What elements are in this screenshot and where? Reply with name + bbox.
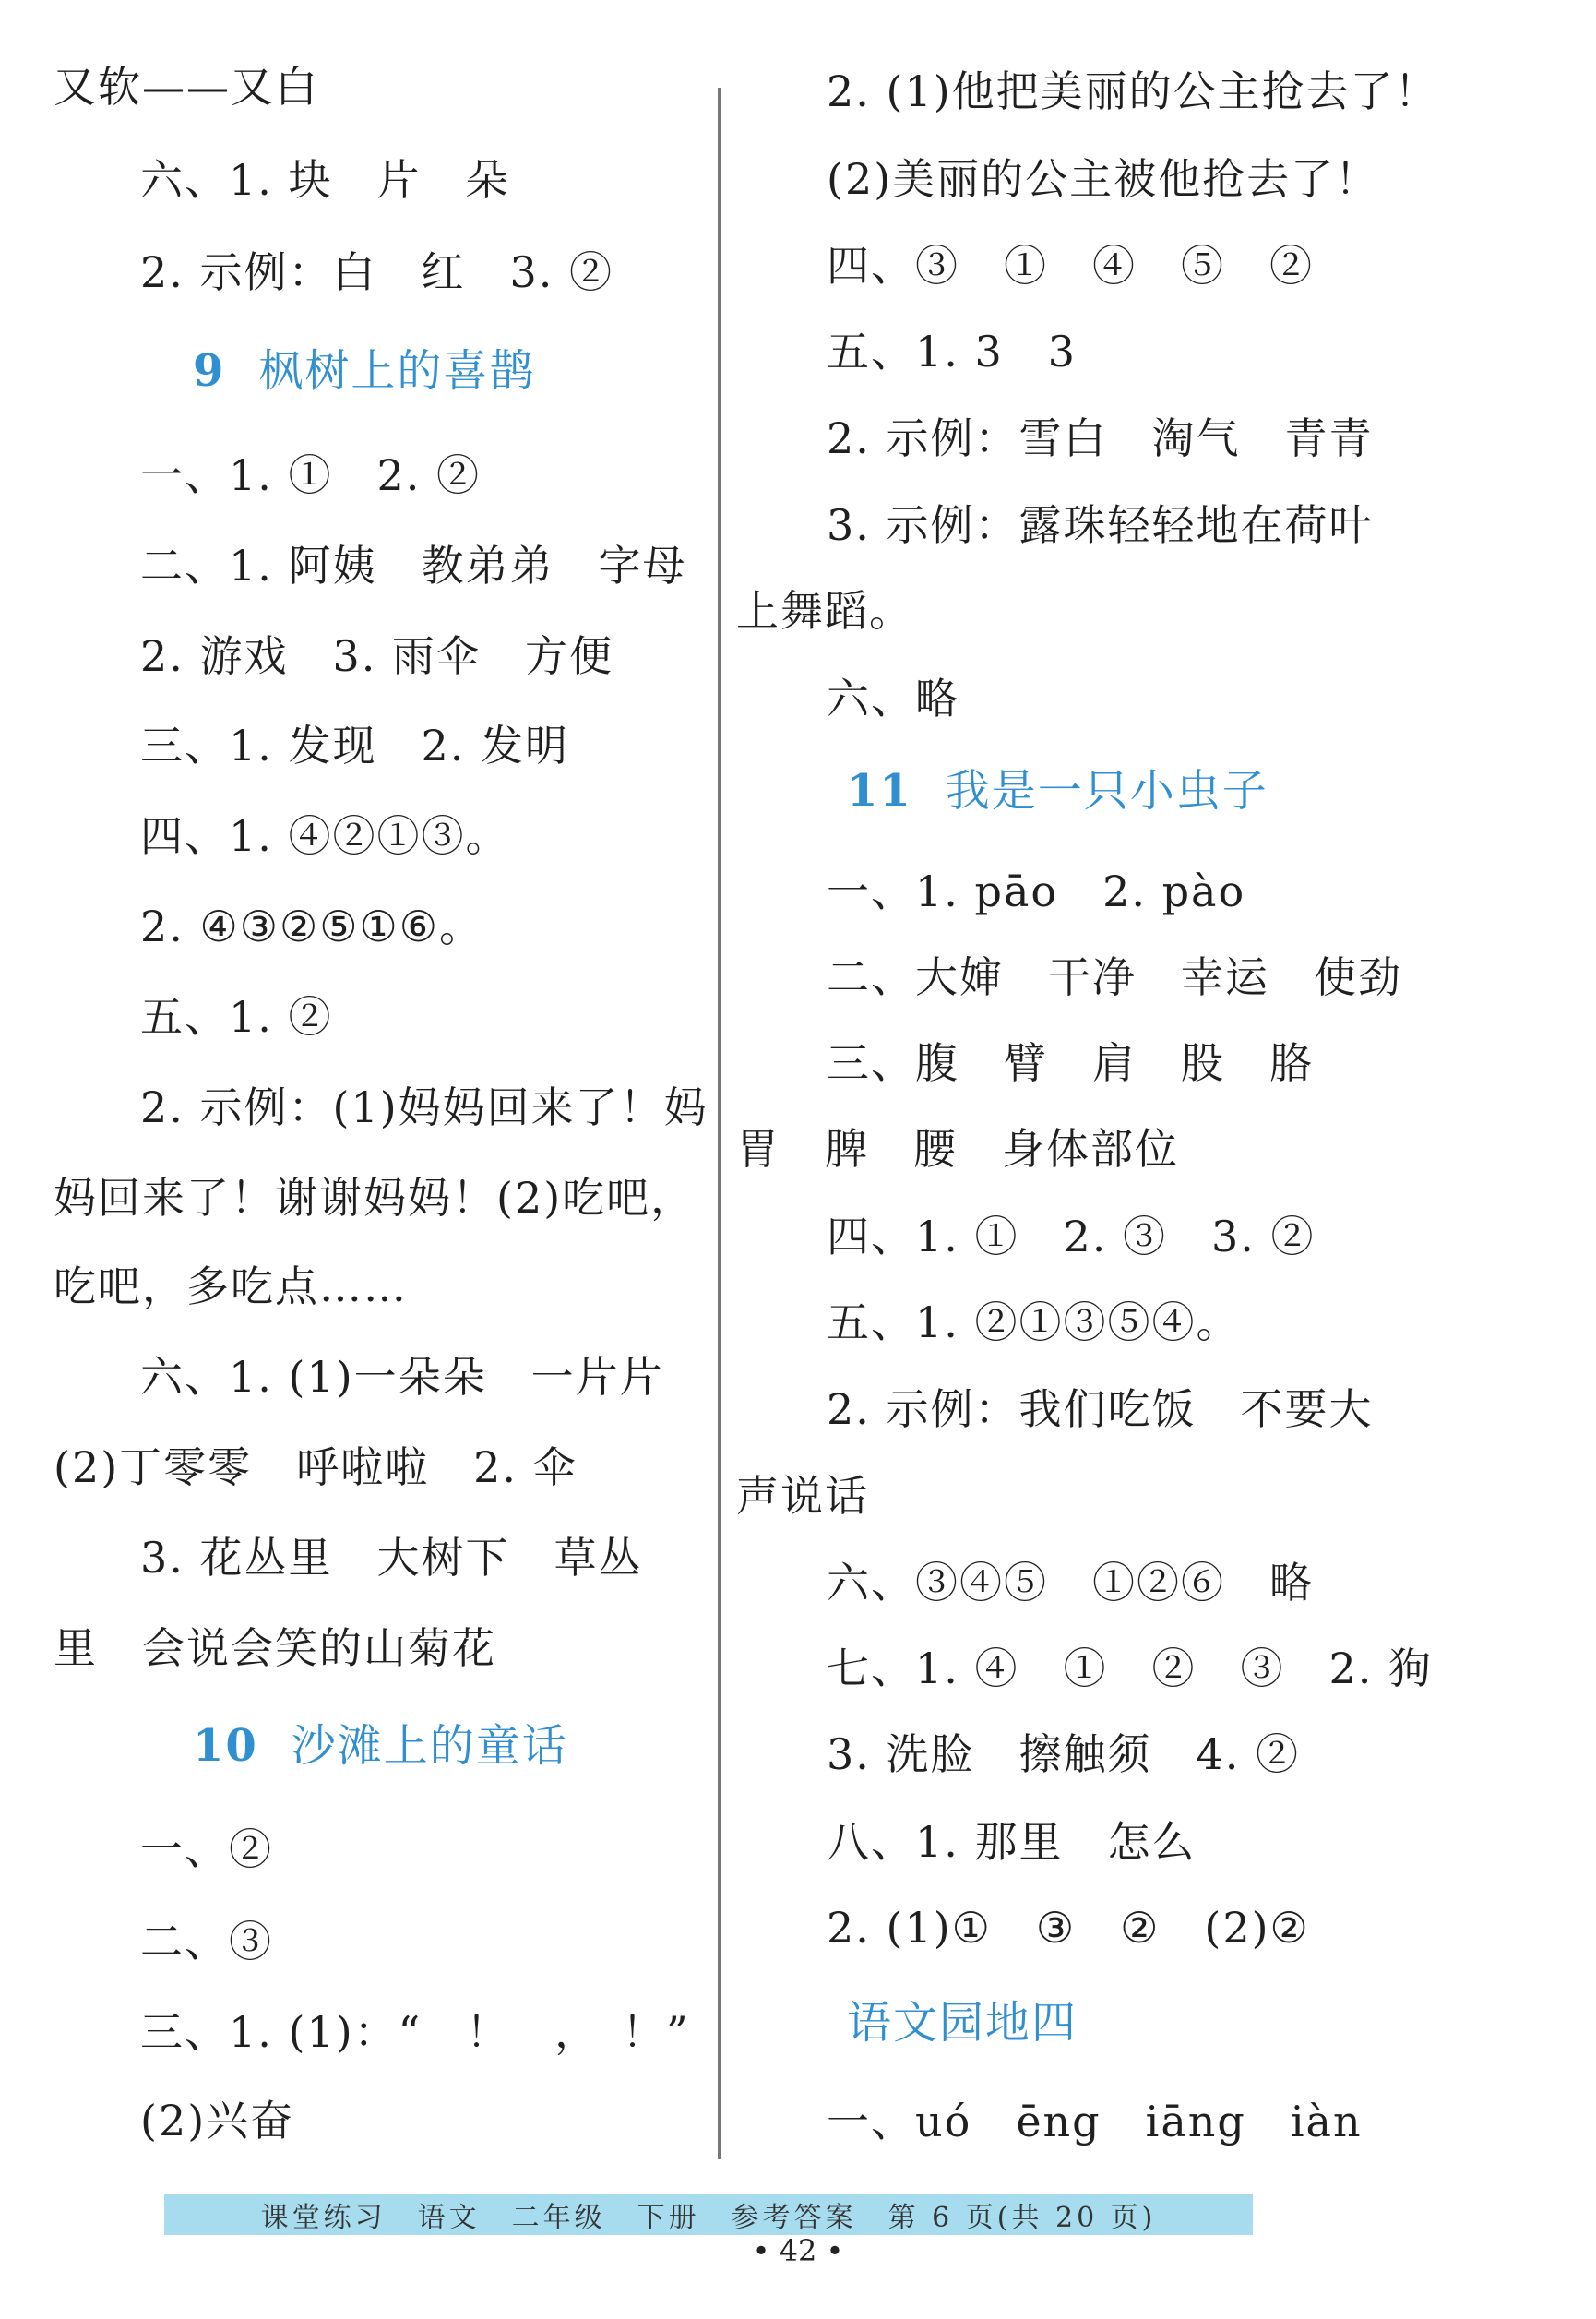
page-number: • 42 • [752, 2233, 844, 2268]
answer-line: 2. 示例：(1)妈妈回来了！妈 [140, 1082, 709, 1132]
answer-line: 七、1. ④ ① ② ③ 2. 狗 [827, 1644, 1434, 1693]
answer-line: 2. 示例：白 红 3. ② [140, 247, 614, 297]
answer-line: 四、③ ① ④ ⑤ ② [827, 241, 1314, 291]
answer-line: 2. 游戏 3. 雨伞 方便 [140, 631, 614, 681]
answer-line: 一、1. ① 2. ② [140, 450, 482, 500]
answer-line: 四、1. ① 2. ③ 3. ② [827, 1212, 1316, 1261]
footer-text: 课堂练习 语文 二年级 下册 参考答案 第 6 页(共 20 页) [260, 2202, 1157, 2234]
answer-line: 二、③ [140, 1917, 273, 1966]
answer-line: (2)兴奋 [140, 2096, 295, 2146]
answer-line: 2. 示例：我们吃饭 不要大 [827, 1384, 1374, 1434]
answer-line: 一、uó ēng iāng iàn [827, 2097, 1363, 2146]
answer-line: 3. 示例：露珠轻轻地在荷叶 [827, 500, 1374, 550]
answer-line: 五、1. ② [140, 992, 333, 1042]
answer-line: 三、腹 臂 肩 股 胳 [827, 1038, 1314, 1088]
section-title: 沙滩上的童话 [291, 1720, 568, 1772]
section-title: 语文园地四 [847, 1997, 1078, 2049]
answer-line: 2. (1)他把美丽的公主抢去了！ [827, 66, 1439, 116]
section-heading [847, 1995, 1078, 2050]
answer-line: 2. 示例：雪白 淘气 青青 [827, 413, 1374, 463]
column-divider [718, 88, 721, 2159]
answer-line: 八、1. 那里 怎么 [827, 1817, 1197, 1867]
answer-line: 六、1. 块 片 朵 [140, 155, 510, 205]
answer-line: (2)美丽的公主被他抢去了！ [827, 154, 1380, 204]
section-number: 10 [193, 1720, 258, 1772]
answer-line: 又软——又白 [54, 62, 319, 112]
answer-line: 声说话 [736, 1471, 869, 1521]
answer-line: 五、1. 3 3 [827, 327, 1078, 377]
answer-line: 3. 洗脸 擦触须 4. ② [827, 1729, 1301, 1779]
section-heading [193, 343, 535, 399]
answer-line: 三、1. (1)：“ ！ ， ！” [140, 2007, 690, 2057]
answer-line: 六、1. (1)一朵朵 一片片 [140, 1352, 664, 1402]
answer-line: 一、1. pāo 2. pào [827, 867, 1246, 916]
answer-line: 三、1. 发现 2. 发明 [140, 721, 570, 771]
answer-line: 六、略 [827, 674, 959, 723]
answer-line: 2. (1)① ③ ② (2)② [827, 1903, 1310, 1953]
answer-line: 一、② [140, 1824, 273, 1874]
footer-band [164, 2194, 1253, 2235]
answer-line: 吃吧，多吃点…… [54, 1261, 408, 1311]
section-heading [847, 763, 1268, 819]
section-number: 11 [847, 765, 912, 817]
answer-line: 六、③④⑤ ①②⑥ 略 [827, 1558, 1314, 1608]
answer-line: (2)丁零零 呼啦啦 2. 伞 [54, 1442, 578, 1492]
section-heading [193, 1718, 568, 1774]
answer-line: 四、1. ④②①③。 [140, 811, 510, 861]
section-title: 枫树上的喜鹊 [258, 345, 536, 397]
section-number: 9 [193, 345, 226, 397]
answer-line: 妈回来了！谢谢妈妈！(2)吃吧， [54, 1173, 696, 1223]
answer-line: 五、1. ②①③⑤④。 [827, 1297, 1241, 1347]
answer-line: 上舞蹈。 [736, 586, 913, 636]
answer-line: 胃 脾 腰 身体部位 [736, 1124, 1179, 1174]
answer-line: 里 会说会笑的山菊花 [54, 1623, 496, 1673]
answer-line: 二、1. 阿姨 教弟弟 字母 [140, 541, 687, 591]
answer-line: 2. ④③②⑤①⑥。 [140, 902, 483, 951]
answer-line: 3. 花丛里 大树下 草丛 [140, 1533, 643, 1583]
section-title: 我是一只小虫子 [945, 765, 1268, 817]
answer-line: 二、大婶 干净 幸运 使劲 [827, 952, 1402, 1002]
